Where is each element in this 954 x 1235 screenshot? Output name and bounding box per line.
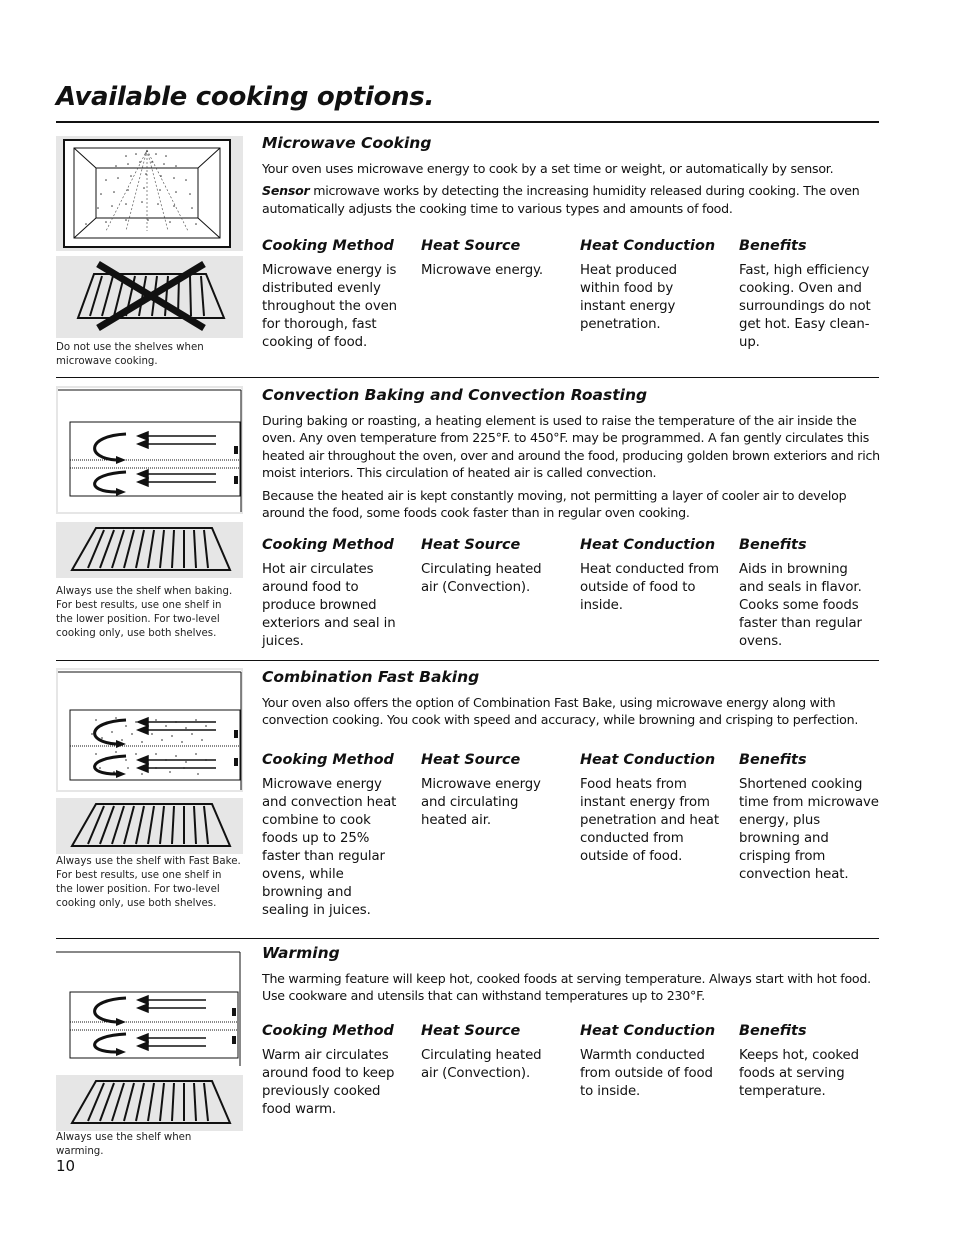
column-heat-source: Heat Source Circulating heated air (Convection).	[421, 537, 542, 595]
column-cooking-method: Cooking Method Microwave energy and convection heat combine to cook foods up to 25% faster than regular ovens, while browning and sealing in juices.	[262, 752, 397, 918]
warming-oven-illustration	[56, 944, 243, 1068]
info-columns	[262, 537, 902, 651]
section-title: Combination Fast Baking	[262, 668, 480, 686]
illustration-caption: Always use the shelf with Fast Bake. For best results, use one shelf in the lower position. For two-level cooking only, use both shelves.	[56, 856, 241, 909]
section-content	[262, 386, 880, 649]
shelf-crossed-out-illustration	[56, 256, 243, 338]
illustration-caption: Always use the shelf when warming.	[56, 1132, 192, 1157]
section-microwave-cooking	[56, 134, 879, 374]
column-heat-conduction: Heat Conduction Heat produced within food by instant energy penetration.	[580, 238, 716, 332]
page-number: 10	[56, 1157, 76, 1175]
section-divider	[56, 660, 879, 661]
illustration-caption: Always use the shelf when baking. For best results, use one shelf in the lower position. For two-level cooking only, use both shelves.	[56, 586, 233, 639]
section-paragraph: Your oven uses microwave energy to cook by a set time or weight, or automatically by sensor.	[262, 161, 834, 176]
illustration-caption: Do not use the shelves when microwave cooking.	[56, 342, 204, 367]
column-cooking-method: Cooking Method Warm air circulates around food to keep previously cooked food warm.	[262, 1023, 395, 1117]
column-heat-conduction: Heat Conduction Heat conducted from outside of food to inside.	[580, 537, 719, 613]
section-content	[262, 134, 880, 350]
column-benefits: Benefits Aids in browning and seals in flavor. Cooks some foods faster than regular ovens.	[739, 537, 862, 649]
section-content	[262, 668, 880, 918]
section-divider	[56, 938, 879, 939]
oven-shelf-illustration	[56, 798, 243, 854]
section-title: Warming	[262, 944, 340, 962]
column-heat-conduction: Heat Conduction Warmth conducted from outside of food to inside.	[580, 1023, 716, 1099]
section-paragraph: The warming feature will keep hot, cooked foods at serving temperature. Always start with hot food. Use cookware and utensils that can withstand temperatures up to 230°F.	[262, 971, 871, 1004]
oven-shelf-illustration	[56, 522, 243, 578]
microwave-oven-illustration	[56, 136, 243, 251]
column-cooking-method: Cooking Method Hot air circulates around food to produce browned exteriors and seal in juices.	[262, 537, 396, 649]
section-paragraph: Because the heated air is kept constantly moving, not permitting a layer of cooler air to develop around the food, some foods cook faster than in regular oven cooking.	[262, 487, 847, 521]
column-cooking-method: Cooking Method Microwave energy is distributed evenly throughout the oven for thorough, fast cooking of food.	[262, 238, 398, 350]
section-warming	[56, 944, 879, 1164]
section-title: Convection Baking and Convection Roasting	[262, 386, 648, 404]
convection-oven-illustration	[56, 386, 243, 514]
section-paragraph: Sensor microwave works by detecting the increasing humidity released during cooking. The oven automatically adjusts the cooking time to various types and amounts of food.	[262, 183, 860, 216]
oven-shelf-illustration	[56, 1075, 243, 1131]
section-convection-baking	[56, 386, 879, 656]
section-content	[262, 944, 880, 1117]
info-columns	[262, 238, 902, 352]
section-paragraph: Your oven also offers the option of Combination Fast Bake, using microwave energy along with convection cooking. You cook with speed and accuracy, while browning and crisping to perfection.	[262, 695, 859, 728]
title-rule	[56, 121, 879, 123]
section-title: Microwave Cooking	[262, 134, 432, 152]
column-benefits: Benefits Keeps hot, cooked foods at serving temperature.	[739, 1023, 859, 1099]
info-columns	[262, 752, 902, 920]
column-benefits: Benefits Shortened cooking time from microwave energy, plus browning and crisping from convection heat.	[739, 752, 879, 882]
section-paragraph: During baking or roasting, a heating element is used to raise the temperature of the air inside the oven. Any oven temperature from 225°F. to 450°F. may be programmed. A fan gently circulates this heated air throughout the oven, over and around the food, producing golden brown exteriors and rich moist interiors. This circulation of heated air is called convection.	[262, 413, 880, 481]
column-benefits: Benefits Fast, high efficiency cooking. Oven and surroundings do not get hot. Easy clean-up.	[739, 238, 871, 350]
combination-oven-illustration	[56, 668, 243, 792]
info-columns	[262, 1023, 902, 1119]
column-heat-source: Heat Source Circulating heated air (Convection).	[421, 1023, 542, 1081]
section-divider	[56, 377, 879, 378]
column-heat-conduction: Heat Conduction Food heats from instant energy from penetration and heat conducted from outside of food.	[580, 752, 719, 864]
section-combination-fast-baking	[56, 668, 879, 938]
column-heat-source: Heat Source Microwave energy.	[421, 238, 544, 278]
page-title: Available cooking options.	[56, 82, 435, 112]
column-heat-source: Heat Source Microwave energy and circulating heated air.	[421, 752, 541, 828]
